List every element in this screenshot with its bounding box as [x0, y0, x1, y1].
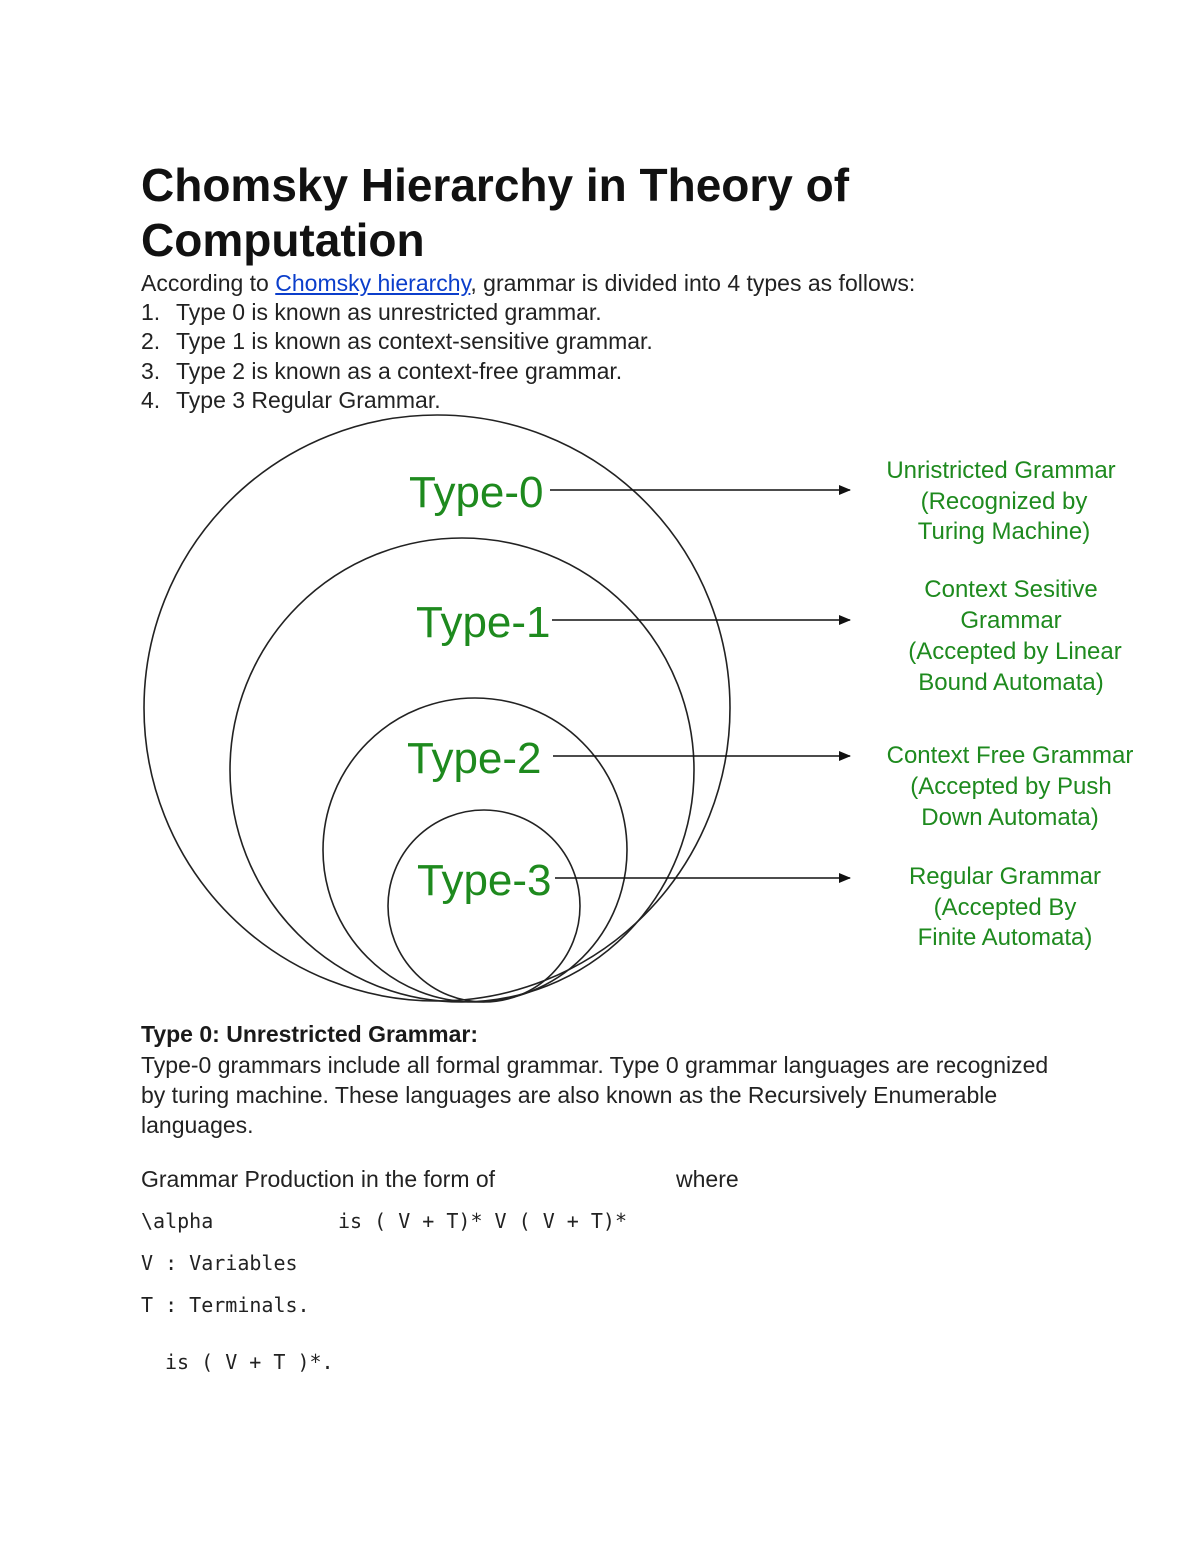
- type2-description: [887, 742, 1134, 831]
- description-line: (Recognized by: [920, 488, 1088, 515]
- list-text: Type 2 is known as a context-free grammar.: [176, 357, 623, 384]
- type0-label: Type-0: [409, 468, 544, 517]
- production-where: where: [676, 1166, 739, 1192]
- variables-definition: V : Variables: [141, 1251, 298, 1275]
- description-line: Turing Machine): [917, 518, 1091, 545]
- description-line: Grammar: [960, 607, 1062, 634]
- list-text: Type 3 Regular Grammar.: [176, 386, 441, 413]
- list-text: Type 0 is known as unrestricted grammar.: [176, 299, 602, 325]
- production-prefix: Grammar Production in the form of: [141, 1166, 496, 1192]
- list-number: 1.: [141, 299, 161, 325]
- description-line: Down Automata): [921, 804, 1099, 831]
- section-body: Type-0 grammars include all formal grammar. Type 0 grammar languages are recognized by turing machine. These languages are also known as the Recursively Enumerable languages.: [141, 1052, 1049, 1138]
- description-line: Context Sesitive: [924, 576, 1098, 603]
- type3-circle: [388, 810, 580, 1002]
- description-line: (Accepted by Push: [910, 773, 1112, 800]
- section-heading: Type 0: Unrestricted Grammar:: [141, 1021, 479, 1047]
- production-line: [141, 1164, 739, 1194]
- type3-label: Type-3: [417, 856, 552, 905]
- list-number: 3.: [141, 357, 161, 384]
- intro-suffix: , grammar is divided into 4 types as follows:: [470, 270, 916, 296]
- type1-description: [908, 576, 1121, 696]
- type3-description: [909, 863, 1101, 951]
- chomsky-hierarchy-link[interactable]: Chomsky hierarchy: [275, 270, 471, 296]
- list-text: Type 1 is known as context-sensitive grammar.: [176, 328, 653, 355]
- description-line: Unristricted Grammar: [886, 457, 1116, 484]
- description-line: (Accepted by Linear: [908, 638, 1122, 665]
- page-title: Chomsky Hierarchy in Theory of Computation: [141, 159, 850, 266]
- type2-label: Type-2: [407, 734, 542, 783]
- list-number: 2.: [141, 328, 161, 355]
- description-line: Regular Grammar: [908, 863, 1102, 890]
- type0-description: [886, 457, 1115, 545]
- type1-label: Type-1: [416, 598, 551, 647]
- description-line: Bound Automata): [918, 669, 1104, 696]
- alpha-definition: is ( V + T)* V ( V + T)*: [338, 1209, 627, 1233]
- description-line: (Accepted By: [933, 894, 1077, 921]
- alpha-label: \alpha: [141, 1209, 214, 1233]
- beta-definition: is ( V + T )*.: [165, 1350, 334, 1374]
- terminals-definition: T : Terminals.: [141, 1293, 310, 1317]
- intro-prefix: According to: [141, 270, 276, 296]
- description-line: Context Free Grammar: [886, 742, 1134, 769]
- description-line: Finite Automata): [917, 924, 1093, 951]
- list-number: 4.: [141, 386, 161, 413]
